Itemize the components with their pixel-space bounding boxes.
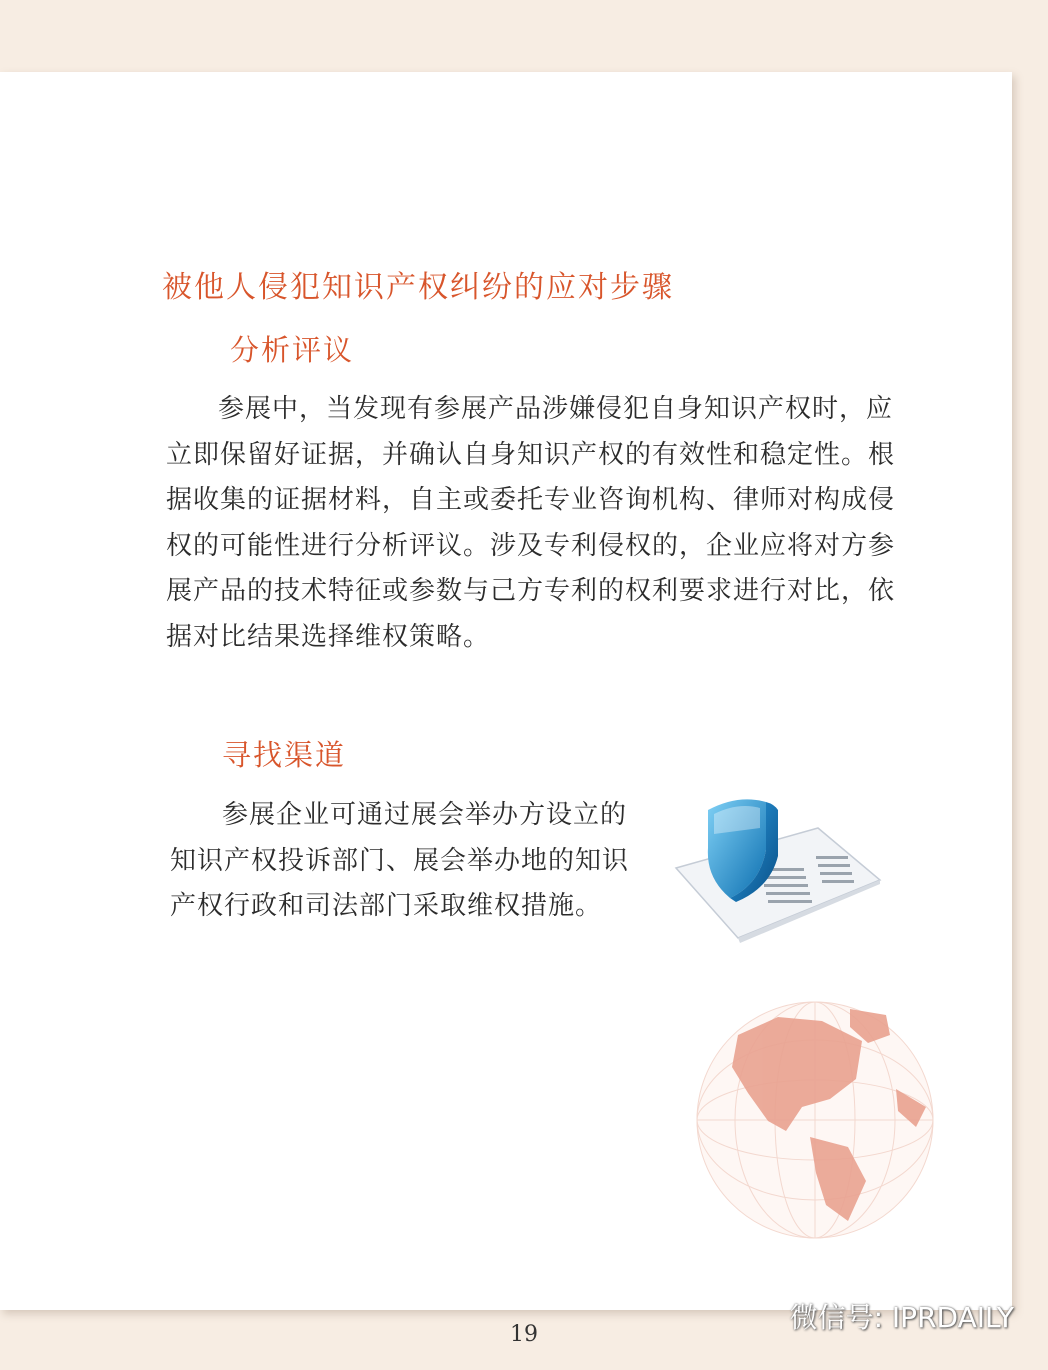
subsection-title-channels: 寻找渠道 [222,738,347,772]
watermark-text: 微信号: IPRDAILY [789,1301,1014,1334]
globe-map-icon [690,995,940,1245]
page-number: 19 [510,1322,538,1347]
subsection-title-analysis: 分析评议 [230,333,355,367]
paragraph-channels: 参展企业可通过展会举办方设立的知识产权投诉部门、展会举办地的知识产权行政和司法部门采取维权措施。 [170,800,630,921]
section-title: 被他人侵犯知识产权纠纷的应对步骤 [162,270,674,305]
paragraph-analysis: 参展中，当发现有参展产品涉嫌侵犯自身知识产权时，应立即保留好证据，并确认自身知识产权的有效性和稳定性。根据收集的证据材料，自主或委托专业咨询机构、律师对构成侵权的可能性进行分析评议。涉及专利侵权的，企业应将对方参展产品的技术特征或参数与己方专利的权利要求进行对比，依据对比结果选择维权策略。 [166,394,896,652]
shield-document-icon [668,788,888,953]
